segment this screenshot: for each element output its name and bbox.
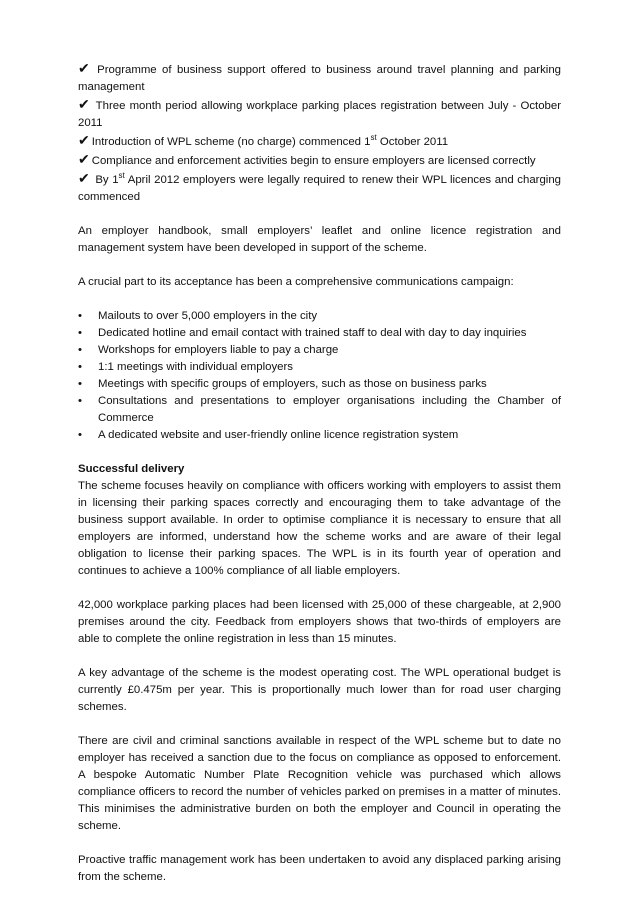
paragraph-traffic: Proactive traffic management work has been undertaken to avoid any displaced parking arising from the scheme. — [78, 854, 561, 883]
paragraph-delivery: The scheme focuses heavily on compliance with officers working with employers to assist them in licensing their parking spaces correctly and encouraging them to take advantage of the business support available. In order to optimise compliance it is necessary to ensure that all employers are informed, understand how the scheme works and are aware of their legal obligation to license their parking spaces. The WPL is in its fourth year of operation and continues to achieve a 100% compliance of all liable employers. — [78, 480, 561, 577]
checklist — [78, 60, 561, 206]
paragraph-sanctions: There are civil and criminal sanctions available in respect of the WPL scheme but to date no employer has received a sanction due to the focus on compliance as opposed to enforcement. A bespoke Automatic Number Plate Recognition vehicle was purchased which allows compliance officers to record the number of vehicles parked on premises in a matter of minutes. This minimises the administrative burden on both the employer and Council in operating the scheme. — [78, 735, 561, 832]
paragraph-cost: A key advantage of the scheme is the modest operating cost. The WPL operational budget is currently £0.475m per year. This is proportionally much lower than for road user charging schemes. — [78, 667, 561, 713]
campaign-bullet-list — [78, 308, 561, 444]
bullet-icon: • — [78, 395, 82, 407]
list-item: • A dedicated website and user-friendly online licence registration system — [78, 427, 561, 444]
check-icon: ✔ — [78, 170, 90, 186]
check-icon: ✔ — [78, 151, 90, 167]
checklist-item: ✔ Introduction of WPL scheme (no charge) commenced 1st October 2011 — [78, 132, 449, 148]
checklist-item: ✔ Three month period allowing workplace parking places registration between July - October 2011 — [78, 96, 561, 129]
checklist-item: ✔ Compliance and enforcement activities begin to ensure employers are licensed correctly — [78, 151, 536, 167]
document-page — [78, 60, 561, 886]
list-item: • 1:1 meetings with individual employers — [78, 359, 561, 376]
check-icon: ✔ — [78, 96, 90, 112]
list-item: • Meetings with specific groups of employers, such as those on business parks — [78, 376, 561, 393]
paragraph-licensed: 42,000 workplace parking places had been licensed with 25,000 of these chargeable, at 2,900 premises around the city. Feedback from employers shows that two-thirds of employers are able to complete the online registration in less than 15 minutes. — [78, 599, 561, 645]
bullet-icon: • — [78, 310, 82, 322]
list-item: • Consultations and presentations to employer organisations including the Chamber of Commerce — [78, 395, 561, 424]
bullet-icon: • — [78, 429, 82, 441]
list-item: • Workshops for employers liable to pay a charge — [78, 342, 561, 359]
paragraph-handbook: An employer handbook, small employers’ leaflet and online licence registration and management system have been developed in support of the scheme. — [78, 225, 561, 254]
checklist-item: ✔ By 1st April 2012 employers were legally required to renew their WPL licences and charging commenced — [78, 170, 561, 203]
bullet-icon: • — [78, 327, 82, 339]
bullet-icon: • — [78, 344, 82, 356]
paragraph-campaign: A crucial part to its acceptance has been a comprehensive communications campaign: — [78, 276, 514, 288]
checklist-item: ✔ Programme of business support offered to business around travel planning and parking management — [78, 60, 561, 93]
check-icon: ✔ — [78, 132, 90, 148]
section-heading: Successful delivery — [78, 463, 185, 475]
list-item: • Dedicated hotline and email contact with trained staff to deal with day to day inquiries — [78, 325, 561, 342]
list-item: • Mailouts to over 5,000 employers in the city — [78, 308, 561, 325]
bullet-icon: • — [78, 361, 82, 373]
check-icon: ✔ — [78, 60, 90, 76]
bullet-icon: • — [78, 378, 82, 390]
